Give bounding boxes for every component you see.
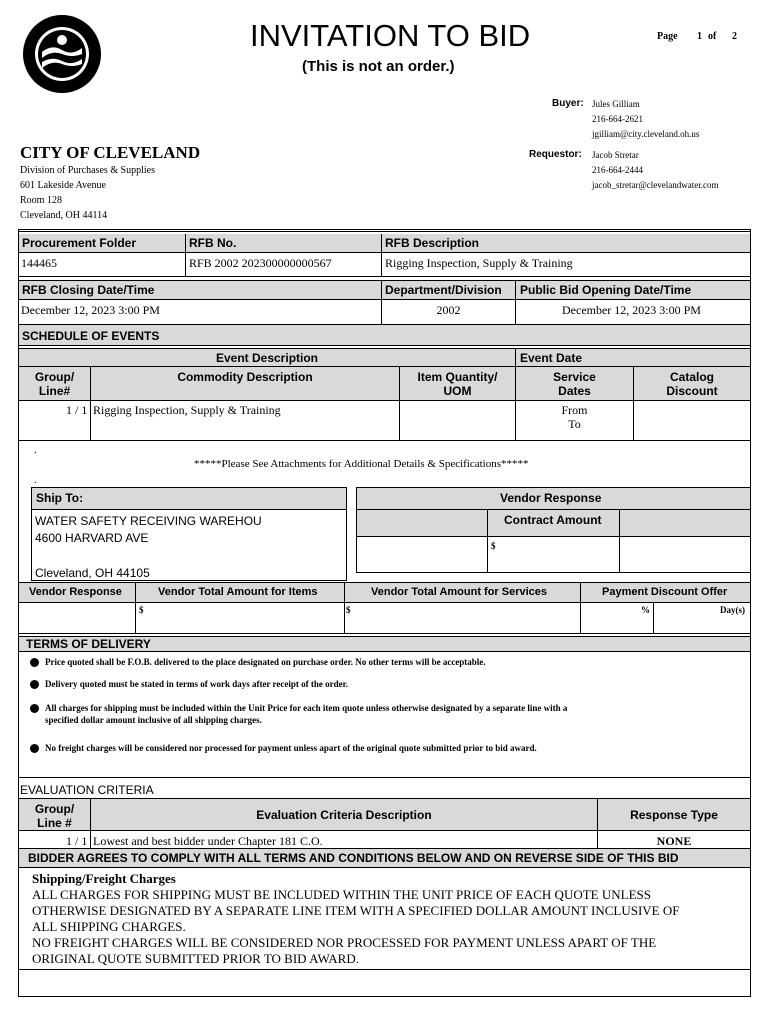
ship-to-line1: WATER SAFETY RECEIVING WAREHOU — [35, 514, 262, 528]
buyer-name: Jules Gilliam — [592, 99, 640, 109]
page-label: Page — [657, 31, 678, 42]
agreement-body — [32, 887, 680, 967]
rfb-no-value: RFB 2002 202300000000567 — [189, 256, 332, 270]
bullet-icon — [30, 744, 39, 753]
terms-item-3-cont: specified dollar amount inclusive of all shipping charges. — [45, 715, 262, 725]
requestor-contact — [592, 148, 718, 193]
closing-value: December 12, 2023 3:00 PM — [21, 303, 160, 317]
org-street: 601 Lakeside Avenue — [20, 180, 106, 191]
contract-amount-label: Contract Amount — [504, 513, 602, 527]
ship-to-line2: 4600 HARVARD AVE — [35, 531, 149, 545]
discount-col: Payment Discount Offer — [602, 586, 728, 598]
eval-desc-header: Evaluation Criteria Description — [256, 808, 432, 822]
opening-value: December 12, 2023 3:00 PM — [562, 303, 701, 317]
schedule-title: SCHEDULE OF EVENTS — [22, 329, 160, 343]
services-col: Vendor Total Amount for Services — [371, 586, 548, 598]
terms-title: TERMS OF DELIVERY — [26, 637, 151, 651]
eval-row-line: 1 / 1 — [66, 834, 88, 848]
org-address — [20, 163, 155, 223]
days-label: Day(s) — [720, 605, 745, 615]
terms-item-2: Delivery quoted must be stated in terms of work days after receipt of the order. — [30, 679, 348, 689]
org-name: CITY OF CLEVELAND — [20, 143, 201, 162]
agreement-banner: BIDDER AGREES TO COMPLY WITH ALL TERMS AND CONDITIONS BELOW AND ON REVERSE SIDE OF THIS BID — [28, 851, 679, 865]
agreement-line: NO FREIGHT CHARGES WILL BE CONSIDERED NOR PROCESSED FOR PAYMENT UNLESS APART OF THE — [32, 935, 657, 950]
requestor-label: Requestor: — [529, 149, 582, 160]
attachments-note: *****Please See Attachments for Additional Details & Specifications***** — [194, 458, 529, 470]
schedule-row-dates: From To — [561, 403, 588, 431]
city-seal-logo — [22, 14, 102, 94]
bullet-icon — [30, 680, 39, 689]
bullet-icon — [30, 658, 39, 667]
dollar-sign: $ — [346, 605, 351, 615]
org-room: Room 128 — [20, 195, 62, 206]
schedule-row-line: 1 / 1 — [66, 403, 88, 417]
terms-item-1: Price quoted shall be F.O.B. delivered to the place designated on purchase order. No other terms will be acceptable. — [30, 657, 486, 667]
agreement-line: ORIGINAL QUOTE SUBMITTED PRIOR TO BID AWARD. — [32, 951, 359, 966]
dept-value: 2002 — [436, 303, 461, 317]
opening-label: Public Bid Opening Date/Time — [520, 283, 692, 297]
rfb-desc-label: RFB Description — [385, 236, 480, 250]
requestor-name: Jacob Stretar — [592, 150, 639, 160]
eval-type-header: Response Type — [630, 808, 718, 822]
group-line-header: Group/ Line# — [34, 370, 75, 398]
percent-sign: % — [641, 605, 650, 615]
attachments-dot-bottom: . — [34, 474, 37, 486]
vendor-resp-col: Vendor Response — [29, 586, 122, 598]
dollar-sign: $ — [139, 605, 144, 615]
items-amount-input[interactable] — [136, 603, 344, 633]
catalog-discount-header: Catalog Discount — [666, 370, 718, 398]
buyer-phone: 216-664-2621 — [592, 114, 643, 124]
commodity-header: Commodity Description — [177, 370, 313, 384]
folder-value: 144465 — [21, 256, 57, 270]
closing-label: RFB Closing Date/Time — [22, 283, 155, 297]
bullet-icon — [30, 704, 39, 713]
discount-days-input[interactable] — [654, 603, 750, 633]
requestor-phone: 216-664-2444 — [592, 165, 643, 175]
agreement-line: OTHERWISE DESIGNATED BY A SEPARATE LINE ITEM WITH A SPECIFIED DOLLAR AMOUNT INCLUSIVE OF — [32, 903, 680, 918]
org-division: Division of Purchases & Supplies — [20, 165, 155, 176]
terms-item-4: No freight charges will be considered nor processed for payment unless apart of the original quote submitted prior to bid award. — [30, 743, 537, 753]
items-col: Vendor Total Amount for Items — [158, 586, 318, 598]
contract-amount-input[interactable] — [488, 537, 619, 572]
attachments-dot-top: . — [34, 444, 37, 456]
eval-row-type: NONE — [656, 834, 692, 848]
rfb-no-label: RFB No. — [189, 236, 237, 250]
org-city: Cleveland, OH 44114 — [20, 210, 108, 221]
buyer-label: Buyer: — [552, 98, 584, 109]
ship-to-line3: Cleveland, OH 44105 — [35, 566, 150, 580]
services-amount-input[interactable] — [345, 603, 580, 633]
agreement-line: ALL CHARGES FOR SHIPPING MUST BE INCLUDED WITHIN THE UNIT PRICE OF EACH QUOTE UNLESS — [32, 887, 651, 902]
page-number: 1 — [697, 31, 702, 42]
page-subtitle: (This is not an order.) — [302, 58, 455, 75]
agreement-line: ALL SHIPPING CHARGES. — [32, 919, 186, 934]
vendor-resp-input[interactable] — [19, 603, 135, 633]
vendor-response-label: Vendor Response — [500, 491, 602, 505]
evaluation-title: EVALUATION CRITERIA — [20, 783, 154, 797]
eval-group-line-header: Group/ Line # — [34, 802, 75, 830]
buyer-contact — [592, 97, 699, 142]
service-dates-header: Service Dates — [553, 370, 596, 398]
folder-label: Procurement Folder — [22, 236, 137, 250]
page-of: of — [708, 31, 717, 42]
eval-row-desc: Lowest and best bidder under Chapter 181 C.O. — [93, 834, 323, 848]
rfb-desc-value: Rigging Inspection, Supply & Training — [385, 256, 573, 270]
page-title: INVITATION TO BID — [250, 18, 531, 53]
page-total: 2 — [732, 31, 737, 42]
buyer-email: jgilliam@city.cleveland.oh.us — [592, 129, 700, 139]
discount-percent-input[interactable] — [581, 603, 653, 633]
event-date-header: Event Date — [520, 351, 583, 365]
dollar-sign: $ — [491, 541, 496, 551]
ship-to-label: Ship To: — [36, 491, 84, 505]
terms-item-3: All charges for shipping must be included within the Unit Price for each item quote unless otherwise designated by a separate line with a — [30, 703, 567, 713]
dept-label: Department/Division — [385, 283, 502, 297]
agreement-heading: Shipping/Freight Charges — [32, 871, 176, 886]
event-desc-header: Event Description — [215, 351, 319, 365]
schedule-row-desc: Rigging Inspection, Supply & Training — [93, 403, 281, 417]
requestor-email: jacob_stretar@clevelandwater.com — [592, 180, 719, 190]
qty-uom-header: Item Quantity/ UOM — [417, 370, 498, 398]
